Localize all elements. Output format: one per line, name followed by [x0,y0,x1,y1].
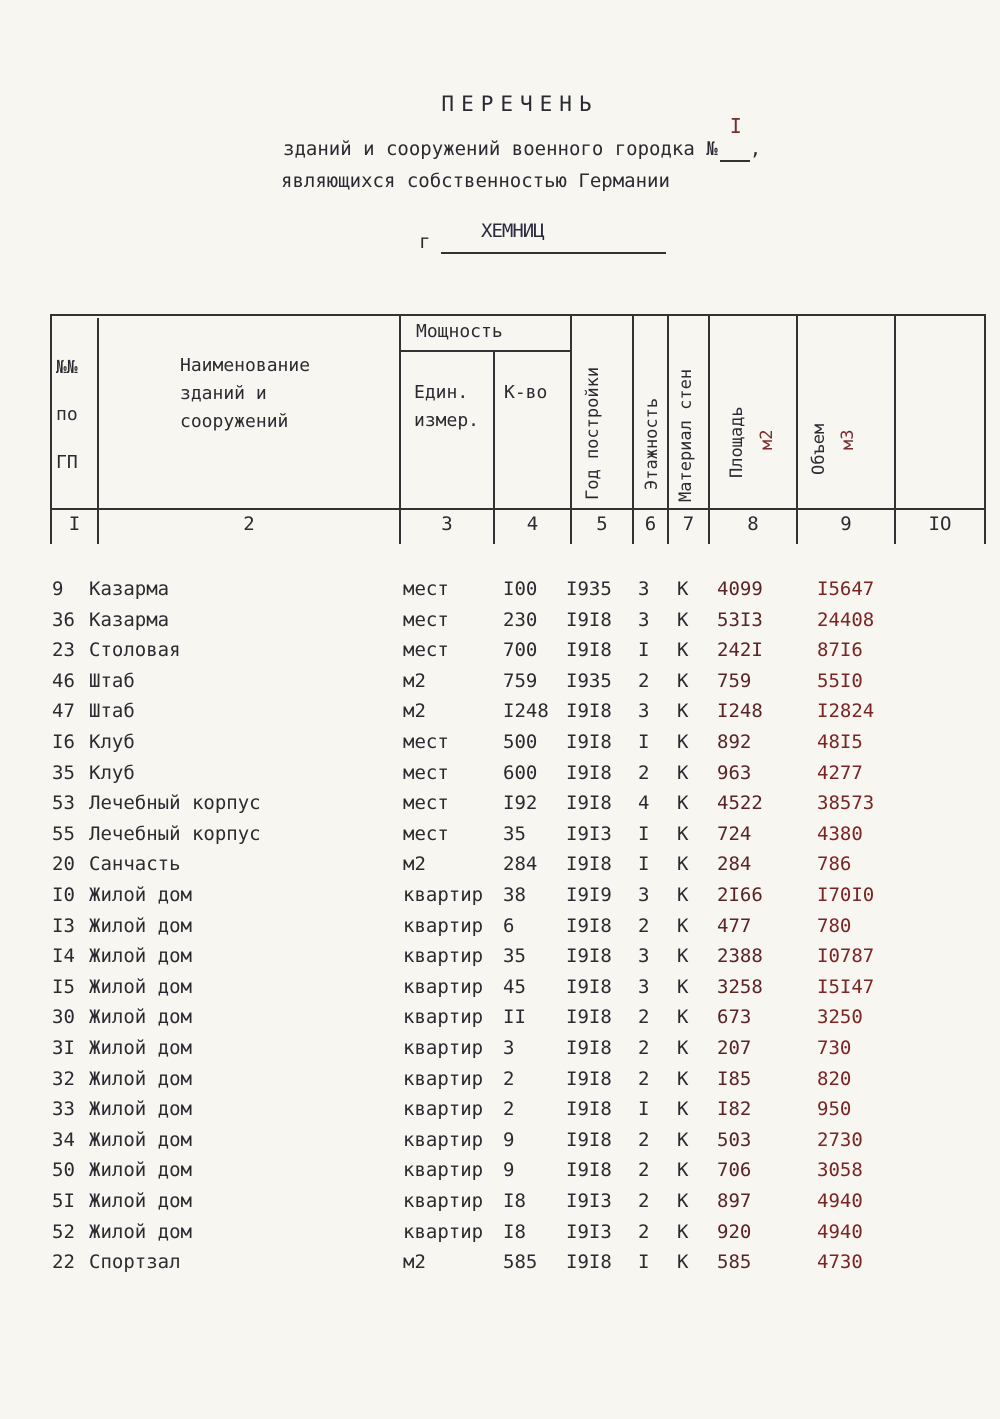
cell-name: Жилой дом [89,1006,192,1029]
cell-area: 207 [717,1037,752,1059]
cell-floors: 2 [638,914,650,937]
cell-name: Жилой дом [89,975,192,998]
cell-year: I935 [566,578,612,600]
table-row [0,976,1000,1006]
cell-volume: I70I0 [817,884,875,906]
cell-year: I9I8 [566,608,612,631]
cell-floors: 2 [638,1128,650,1151]
cell-area: I82 [717,1098,752,1121]
cell-unit: квартир [403,884,484,906]
column-number-8: 8 [747,513,759,535]
cell-unit: квартир [403,1067,484,1090]
cell-name: Санчасть [89,853,181,876]
header-power: Мощность [416,321,503,342]
cell-year: I9I8 [566,1128,612,1151]
cell-year: I9I8 [566,761,612,784]
cell-volume: 4277 [817,761,863,784]
header-area-line1: Площадь [727,406,747,478]
cell-unit: квартир [403,1128,484,1151]
cell-name: Лечебный корпус [89,822,261,845]
cell-floors: 3 [638,884,650,906]
cell-num: 20 [52,853,75,876]
cell-year: I9I8 [566,975,612,998]
cell-area: 2I66 [717,884,763,906]
cell-volume: I5I47 [817,975,875,998]
cell-floors: 3 [638,608,650,631]
cell-year: I9I8 [566,1067,612,1090]
cell-material: К [677,1098,689,1121]
col-border-10 [984,314,986,544]
gorodok-number-field [720,114,750,162]
col-border-0 [50,314,52,544]
gorodok-number: I [729,114,742,138]
cell-year: I9I8 [566,1251,612,1274]
cell-num: 36 [52,608,75,631]
cell-year: I9I8 [566,1037,612,1059]
cell-floors: I [638,639,650,662]
cell-area: 585 [717,1251,752,1274]
cell-name: Жилой дом [89,1037,192,1059]
cell-qty: I8 [503,1220,526,1243]
header-name-line1: Наименование [180,355,311,376]
cell-name: Жилой дом [89,914,192,937]
cell-name: Спортзал [89,1251,181,1274]
table-row [0,762,1000,792]
cell-year: I9I3 [566,822,612,845]
cell-area: I248 [717,700,763,723]
column-number-7: 7 [682,513,695,535]
cell-unit: мест [403,608,449,631]
cell-volume: 4940 [817,1220,863,1243]
cell-volume: 4380 [817,822,863,845]
table-row [0,1190,1000,1220]
table-row [0,945,1000,975]
column-number-1: I [68,513,81,535]
cell-name: Клуб [89,761,135,784]
cell-floors: I [638,853,650,876]
table-row [0,884,1000,914]
cell-qty: 230 [503,608,538,631]
cell-material: К [677,884,689,906]
cell-unit: мест [403,578,449,600]
subtitle-line-1-text: зданий и сооружений военного городка № [283,138,718,160]
cell-area: 284 [717,853,752,876]
cell-name: Жилой дом [89,1128,192,1151]
subtitle-line-1 [283,114,762,162]
cell-year: I9I9 [566,884,612,906]
cell-unit: мест [403,731,449,753]
cell-unit: квартир [403,1159,484,1182]
cell-volume: 38573 [817,792,875,815]
cell-material: К [677,1128,689,1151]
table-row [0,1251,1000,1281]
cell-material: К [677,761,689,784]
cell-volume: 730 [817,1037,852,1059]
cell-volume: 780 [817,914,852,937]
column-number-4: 4 [526,513,539,535]
header-volume-line2: м3 [838,429,858,450]
header-name-line3: сооружений [180,411,289,432]
cell-area: 53I3 [717,608,763,631]
cell-name: Клуб [89,731,135,753]
cell-material: К [677,975,689,998]
header-volume-line1: Объем [809,423,829,475]
cell-material: К [677,639,689,662]
cell-unit: мест [403,792,449,815]
cell-num: 32 [52,1067,75,1090]
cell-qty: 759 [503,669,538,692]
cell-name: Казарма [89,578,170,600]
cell-year: I9I3 [566,1220,612,1243]
cell-name: Жилой дом [89,884,192,906]
cell-num: 46 [52,669,75,692]
cell-qty: 9 [503,1128,515,1151]
document-title: ПЕРЕЧЕНЬ [441,92,599,116]
table-row [0,915,1000,945]
cell-name: Казарма [89,608,170,631]
header-num-line2: по [56,404,78,425]
cell-material: К [677,578,689,600]
cell-unit: мест [403,761,449,784]
header-unit-line1: Един. [414,382,469,403]
city-name: ХЕМНИЦ [481,220,544,242]
cell-qty: 9 [503,1159,515,1182]
cell-area: 3258 [717,975,763,998]
cell-area: 503 [717,1128,752,1151]
cell-volume: 2730 [817,1128,863,1151]
cell-year: I9I8 [566,731,612,753]
cell-qty: 500 [503,731,538,753]
col-border-4 [570,314,572,544]
table-row [0,1159,1000,1189]
cell-qty: 38 [503,884,526,906]
cell-num: 9 [52,578,64,600]
cell-unit: квартир [403,1220,484,1243]
col-border-5 [632,314,634,544]
cell-area: 759 [717,669,752,692]
col-border-8 [796,314,798,544]
cell-year: I9I8 [566,853,612,876]
cell-num: 52 [52,1220,75,1243]
cell-area: 963 [717,761,752,784]
cell-num: I3 [52,914,75,937]
cell-floors: I [638,731,650,753]
cell-material: К [677,608,689,631]
cell-volume: 3250 [817,1006,863,1029]
cell-floors: 3 [638,975,650,998]
cell-volume: 87I6 [817,639,863,662]
cell-volume: I2824 [817,700,875,723]
cell-num: 50 [52,1159,75,1182]
cell-material: К [677,1067,689,1090]
table-row [0,609,1000,639]
column-number-6: 6 [644,513,657,535]
header-area-line2: м2 [757,429,777,450]
cell-area: 673 [717,1006,752,1029]
cell-floors: I [638,1251,650,1274]
cell-qty: 6 [503,914,515,937]
cell-floors: 4 [638,792,650,815]
cell-unit: мест [403,822,449,845]
cell-name: Жилой дом [89,1067,192,1090]
cell-area: 2388 [717,945,763,968]
cell-num: 35 [52,761,75,784]
cell-area: 242I [717,639,763,662]
cell-qty: I00 [503,578,538,600]
cell-unit: м2 [403,1251,426,1274]
col-border-9 [894,314,896,544]
cell-floors: I [638,1098,650,1121]
cell-qty: 35 [503,822,526,845]
cell-volume: I0787 [817,945,875,968]
table-row [0,1068,1000,1098]
cell-floors: 2 [638,1190,650,1212]
cell-year: I9I8 [566,914,612,937]
cell-material: К [677,1220,689,1243]
cell-num: 55 [52,822,75,845]
city-underline [441,252,666,254]
cell-year: I935 [566,669,612,692]
cell-volume: 24408 [817,608,875,631]
cell-floors: 2 [638,1006,650,1029]
cell-qty: 585 [503,1251,538,1274]
cell-area: 4522 [717,792,763,815]
cell-unit: м2 [403,853,426,876]
cell-material: К [677,731,689,753]
table-row [0,1006,1000,1036]
cell-material: К [677,1006,689,1029]
cell-volume: 4940 [817,1190,863,1212]
cell-year: I9I8 [566,639,612,662]
cell-volume: 4730 [817,1251,863,1274]
cell-qty: 700 [503,639,538,662]
power-subheader-border [400,350,570,352]
cell-unit: мест [403,639,449,662]
cell-qty: 2 [503,1067,515,1090]
cell-volume: 950 [817,1098,852,1121]
cell-volume: 820 [817,1067,852,1090]
cell-volume: 3058 [817,1159,863,1182]
col-border-6 [667,314,669,544]
cell-floors: 3 [638,945,650,968]
cell-material: К [677,822,689,845]
cell-name: Штаб [89,669,135,692]
cell-qty: 35 [503,945,526,968]
cell-volume: 55I0 [817,669,863,692]
column-number-2: 2 [243,513,255,535]
cell-floors: 2 [638,1220,650,1243]
cell-num: 34 [52,1128,75,1151]
column-number-9: 9 [840,513,852,535]
header-num-line1: №№ [56,357,78,378]
cell-num: I5 [52,975,75,998]
table-row [0,700,1000,730]
cell-year: I9I8 [566,945,612,968]
col-border-1 [97,318,99,544]
table-row [0,853,1000,883]
column-number-10: IO [928,513,952,535]
cell-year: I9I3 [566,1190,612,1212]
cell-volume: 48I5 [817,731,863,753]
cell-num: 3I [52,1037,75,1059]
cell-qty: 600 [503,761,538,784]
cell-num: I0 [52,884,75,906]
cell-unit: м2 [403,700,426,723]
cell-qty: II [503,1006,526,1029]
cell-year: I9I8 [566,1098,612,1121]
header-year: Год постройки [583,366,603,500]
cell-name: Жилой дом [89,1098,192,1121]
header-num-line3: ГП [56,452,78,473]
column-number-5: 5 [596,513,608,535]
city-prefix: г [419,231,431,253]
header-floors: Этажность [642,397,662,490]
cell-area: 724 [717,822,752,845]
cell-unit: квартир [403,945,484,968]
cell-qty: I8 [503,1190,526,1212]
cell-qty: 2 [503,1098,515,1121]
cell-area: 892 [717,731,752,753]
cell-material: К [677,945,689,968]
cell-floors: 2 [638,761,650,784]
cell-year: I9I8 [566,1159,612,1182]
cell-floors: 2 [638,669,650,692]
cell-volume: 786 [817,853,852,876]
cell-name: Жилой дом [89,1159,192,1182]
header-qty: К-во [504,382,548,403]
cell-num: 23 [52,639,75,662]
cell-area: 706 [717,1159,752,1182]
col-border-2 [399,314,401,544]
cell-material: К [677,1251,689,1274]
cell-material: К [677,914,689,937]
cell-num: 53 [52,792,75,815]
table-row [0,639,1000,669]
cell-name: Жилой дом [89,1190,192,1212]
cell-name: Жилой дом [89,1220,192,1243]
cell-unit: м2 [403,669,426,692]
table-row [0,670,1000,700]
cell-num: 22 [52,1251,75,1274]
cell-unit: квартир [403,1190,484,1212]
table-row [0,1037,1000,1067]
cell-unit: квартир [403,1037,484,1059]
cell-num: I4 [52,945,75,968]
table-row [0,792,1000,822]
table-row [0,578,1000,608]
cell-unit: квартир [403,1098,484,1121]
cell-num: 47 [52,700,75,723]
cell-material: К [677,669,689,692]
cell-material: К [677,700,689,723]
cell-floors: 2 [638,1037,650,1059]
cell-area: 4099 [717,578,763,600]
cell-material: К [677,792,689,815]
cell-unit: квартир [403,975,484,998]
col-border-7 [708,314,710,544]
cell-area: 477 [717,914,752,937]
cell-num: 5I [52,1190,75,1212]
cell-material: К [677,853,689,876]
cell-year: I9I8 [566,792,612,815]
header-bottom-border [50,508,986,510]
cell-name: Штаб [89,700,135,723]
cell-floors: 2 [638,1159,650,1182]
cell-unit: квартир [403,1006,484,1029]
cell-name: Столовая [89,639,181,662]
table-row [0,1098,1000,1128]
cell-name: Жилой дом [89,945,192,968]
cell-year: I9I8 [566,700,612,723]
header-top-border [50,314,986,316]
cell-material: К [677,1037,689,1059]
cell-material: К [677,1159,689,1182]
cell-unit: квартир [403,914,484,937]
cell-floors: I [638,822,650,845]
cell-qty: 45 [503,975,526,998]
table-row [0,731,1000,761]
cell-area: 920 [717,1220,752,1243]
cell-floors: 2 [638,1067,650,1090]
header-name-line2: зданий и [180,383,267,404]
subtitle-line-2: являющихся собственностью Германии [281,170,670,192]
column-number-3: 3 [441,513,453,535]
header-material: Материал стен [676,368,696,502]
cell-num: 33 [52,1098,75,1121]
cell-qty: I248 [503,700,549,723]
cell-year: I9I8 [566,1006,612,1029]
cell-qty: I92 [503,792,538,815]
table-row [0,1129,1000,1159]
cell-material: К [677,1190,689,1212]
cell-num: 30 [52,1006,75,1029]
cell-name: Лечебный корпус [89,792,261,815]
cell-qty: 284 [503,853,538,876]
table-row [0,1221,1000,1251]
cell-area: 897 [717,1190,752,1212]
cell-qty: 3 [503,1037,515,1059]
header-unit-line2: измер. [414,410,480,431]
subtitle-line-1-suffix: , [749,138,762,160]
cell-area: I85 [717,1067,752,1090]
cell-volume: I5647 [817,578,875,600]
cell-floors: 3 [638,700,650,723]
cell-num: I6 [52,731,75,753]
cell-floors: 3 [638,578,650,600]
table-row [0,823,1000,853]
